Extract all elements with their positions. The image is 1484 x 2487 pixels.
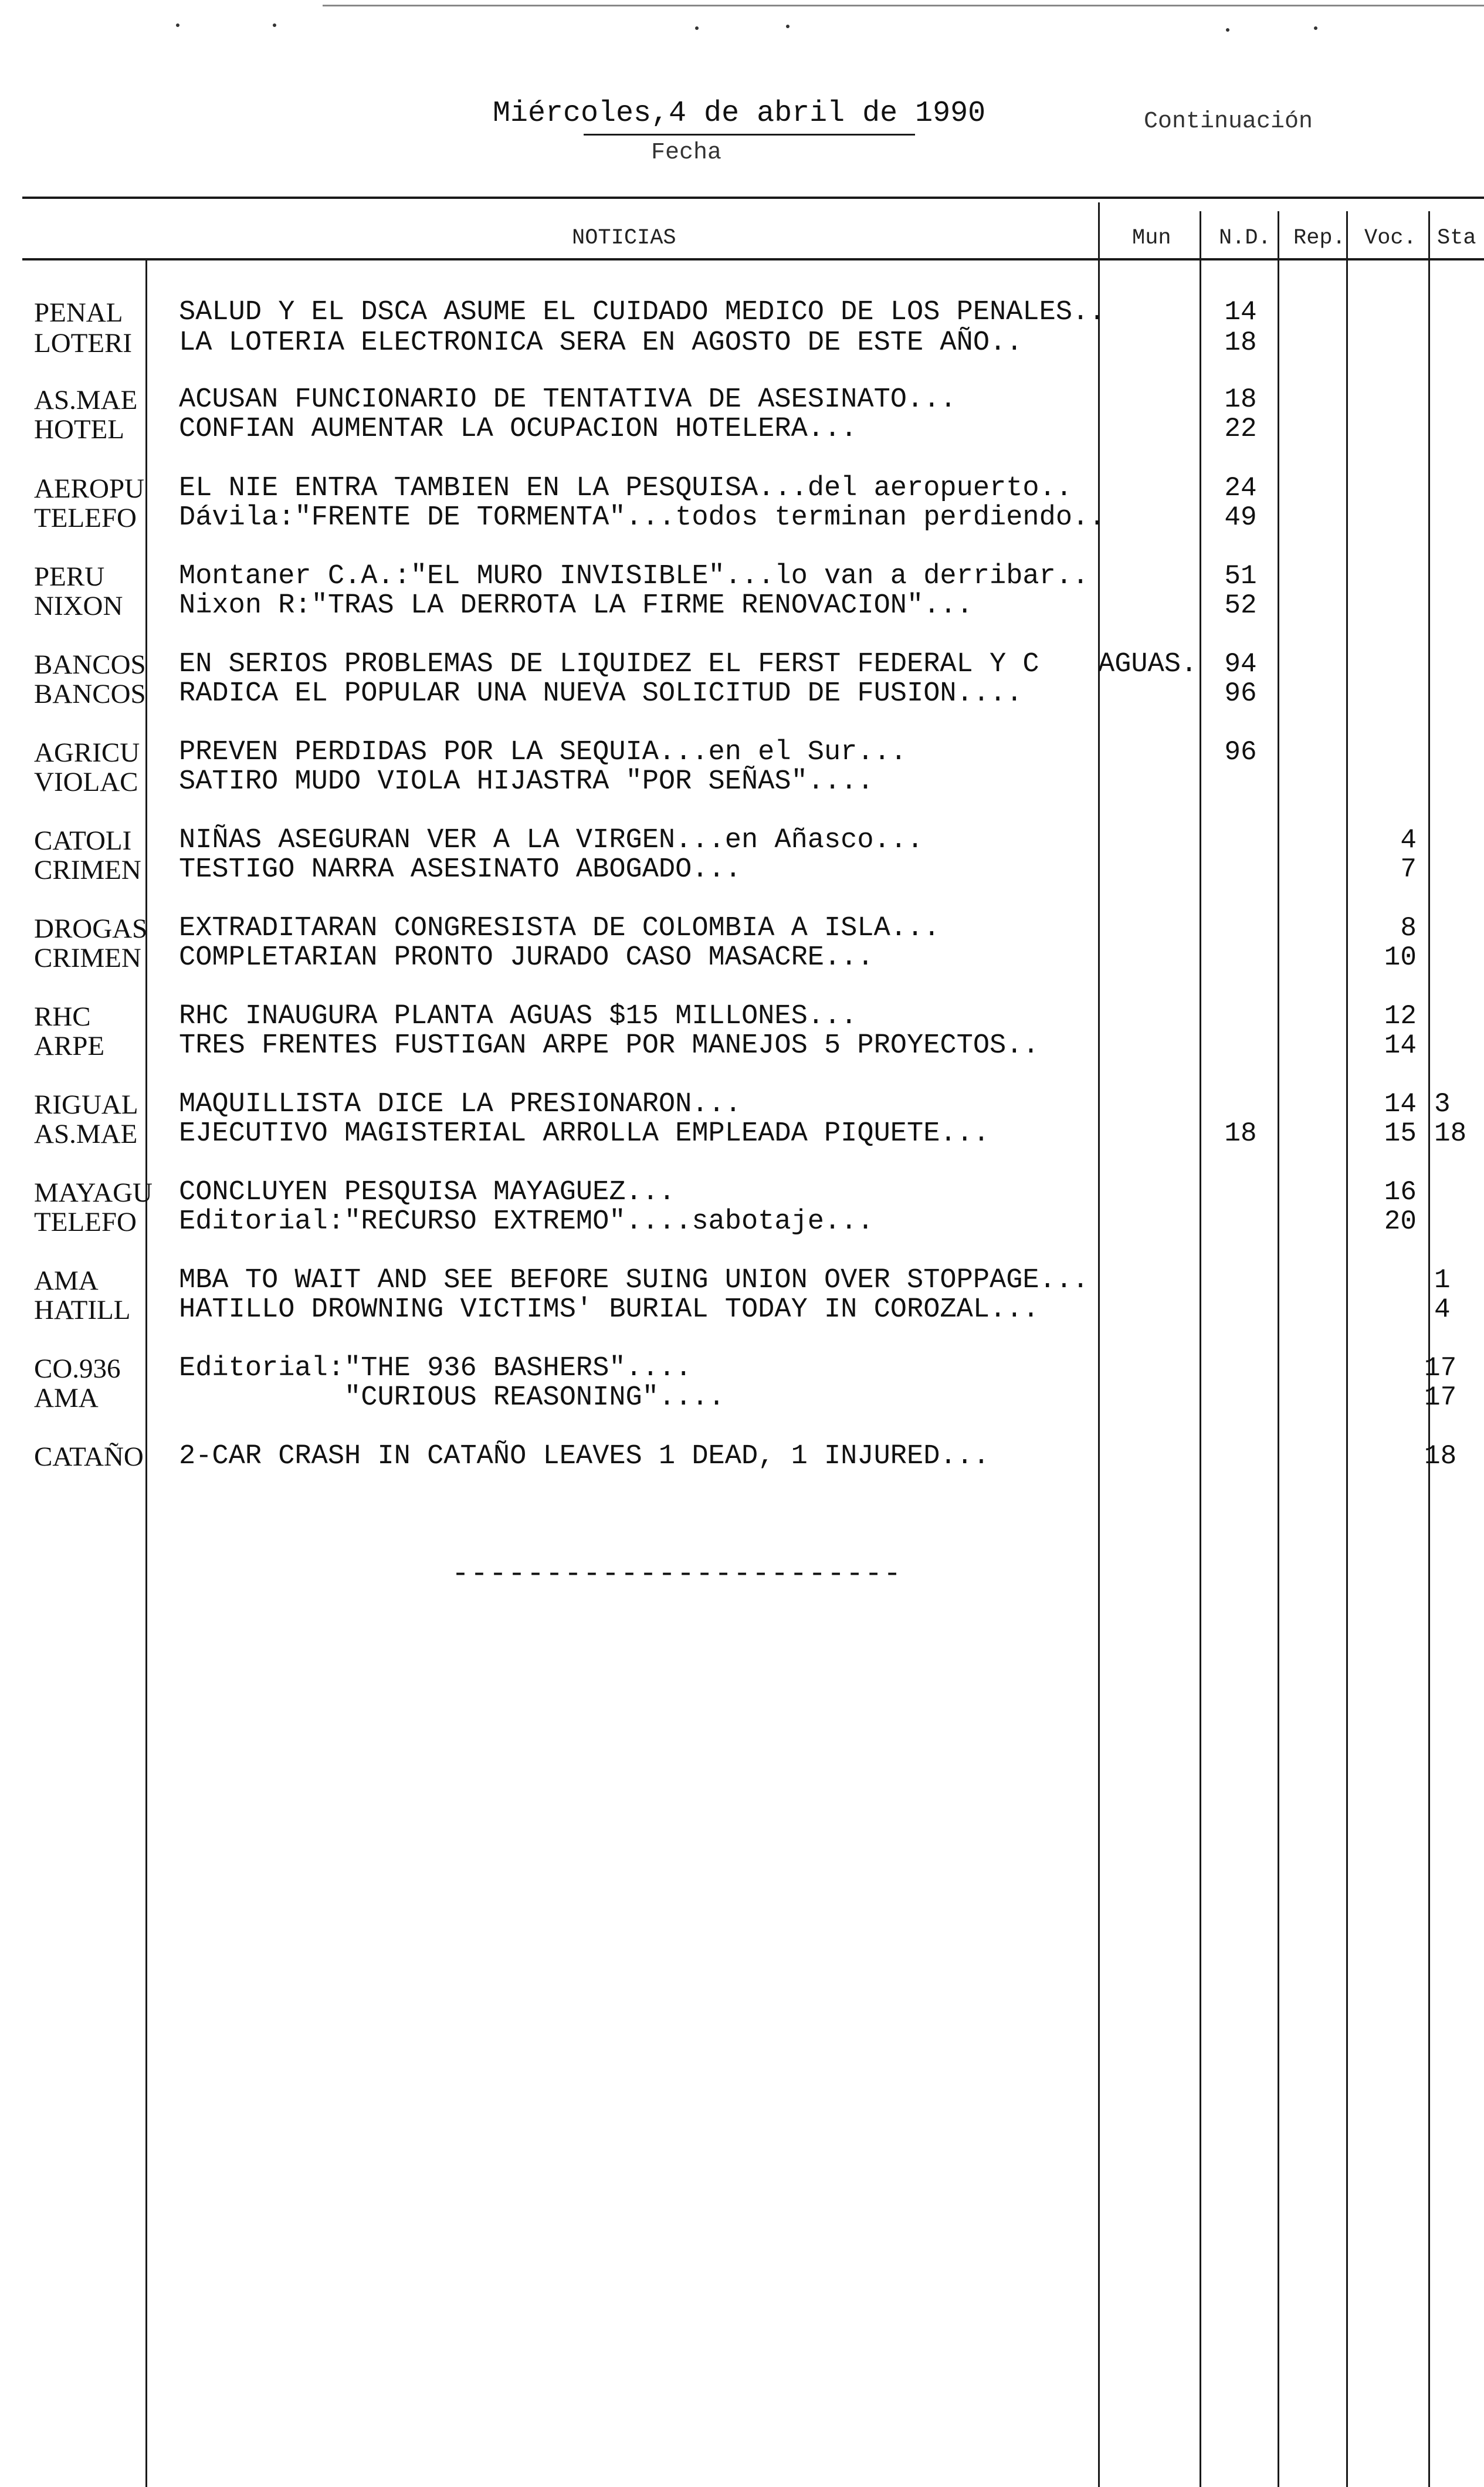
continuation-label: Continuación <box>1144 109 1313 135</box>
row-tag: RIGUAL <box>34 1089 138 1120</box>
row-sta-page: 3 <box>1434 1089 1451 1119</box>
row-headline: EN SERIOS PROBLEMAS DE LIQUIDEZ EL FERST FEDERAL Y C <box>179 649 1039 680</box>
row-headline: Editorial:"RECURSO EXTREMO"....sabotaje... <box>179 1206 874 1237</box>
row-tag: PENAL <box>34 297 123 328</box>
row-headline: MBA TO WAIT AND SEE BEFORE SUING UNION OVER STOPPAGE... <box>179 1265 1089 1296</box>
row-tag: CRIMEN <box>34 855 141 885</box>
date-underline <box>584 134 915 136</box>
nd-column-header: N.D. <box>1219 226 1271 251</box>
row-voc-page: 4 <box>1400 825 1417 855</box>
row-headline: 2-CAR CRASH IN CATAÑO LEAVES 1 DEAD, 1 INJURED... <box>179 1441 990 1472</box>
row-headline: MAQUILLISTA DICE LA PRESIONARON... <box>179 1089 741 1120</box>
row-headline: Montaner C.A.:"EL MURO INVISIBLE"...lo van a derribar.. <box>179 561 1089 592</box>
row-headline: "CURIOUS REASONING".... <box>179 1382 725 1413</box>
row-nd-page: 18 <box>1224 1118 1257 1149</box>
end-of-list-divider: ------------------------ <box>452 1558 903 1591</box>
row-sta-page: 1 <box>1434 1265 1451 1295</box>
row-nd-page: 22 <box>1224 414 1257 444</box>
row-nd-page: 96 <box>1224 737 1257 767</box>
row-nd-page: 24 <box>1224 473 1257 503</box>
row-headline: SALUD Y EL DSCA ASUME EL CUIDADO MEDICO DE LOS PENALES.. <box>179 297 1106 328</box>
nd-column-right-divider <box>1278 211 1279 2487</box>
row-sta-page: 4 <box>1434 1294 1451 1325</box>
row-tag: DROGAS <box>34 913 148 944</box>
row-nd-page: 94 <box>1224 649 1257 679</box>
row-tag: TELEFO <box>34 1207 137 1237</box>
row-nd-page: 51 <box>1224 561 1257 591</box>
row-headline: COMPLETARIAN PRONTO JURADO CASO MASACRE... <box>179 942 874 973</box>
row-headline: LA LOTERIA ELECTRONICA SERA EN AGOSTO DE ESTE AÑO.. <box>179 327 1023 358</box>
row-voc-page: 16 <box>1384 1177 1417 1207</box>
row-tag: NIXON <box>34 591 123 621</box>
tag-column-divider <box>145 258 147 2487</box>
row-tag: RHC <box>34 1001 91 1032</box>
row-headline: Editorial:"THE 936 BASHERS".... <box>179 1353 692 1384</box>
row-nd-page: 96 <box>1224 678 1257 709</box>
row-headline: RADICA EL POPULAR UNA NUEVA SOLICITUD DE FUSION.... <box>179 678 1023 709</box>
row-nd-page: 18 <box>1224 384 1257 415</box>
nd-column-left-divider <box>1200 211 1201 2487</box>
row-headline: SATIRO MUDO VIOLA HIJASTRA "POR SEÑAS".... <box>179 766 874 797</box>
voc-column-header: Voc. <box>1364 226 1417 251</box>
row-tag: AS.MAE <box>34 385 138 415</box>
row-mun-cell: AGUAS. <box>1098 649 1198 680</box>
row-headline: RHC INAUGURA PLANTA AGUAS $15 MILLONES... <box>179 1001 858 1032</box>
header-top-rule <box>22 197 1484 199</box>
row-tag: MAYAGU <box>34 1177 153 1208</box>
row-headline: HATILLO DROWNING VICTIMS' BURIAL TODAY IN COROZAL... <box>179 1294 1039 1325</box>
row-voc-page: 7 <box>1400 854 1417 885</box>
row-headline: CONFIAN AUMENTAR LA OCUPACION HOTELERA... <box>179 414 858 445</box>
row-headline: EXTRADITARAN CONGRESISTA DE COLOMBIA A ISLA... <box>179 913 940 944</box>
scan-mark <box>1314 26 1317 30</box>
row-tag: CO.936 <box>34 1354 121 1384</box>
row-headline: TESTIGO NARRA ASESINATO ABOGADO... <box>179 854 741 885</box>
row-tag: LOTERI <box>34 328 133 358</box>
row-voc-page: 15 <box>1384 1118 1417 1149</box>
row-tag: AMA <box>34 1383 99 1413</box>
row-voc-page: 12 <box>1384 1001 1417 1031</box>
header-bottom-rule <box>22 258 1484 260</box>
row-tag: HOTEL <box>34 414 125 445</box>
row-tag: TELEFO <box>34 503 137 533</box>
row-sta-page: 18 <box>1424 1441 1457 1471</box>
row-tag: AMA <box>34 1266 99 1296</box>
row-nd-page: 52 <box>1224 590 1257 621</box>
scan-mark <box>786 25 790 28</box>
row-tag: HATILL <box>34 1295 131 1325</box>
row-voc-page: 8 <box>1400 913 1417 943</box>
row-headline: NIÑAS ASEGURAN VER A LA VIRGEN...en Añasco... <box>179 825 924 856</box>
mun-column-divider <box>1098 202 1100 2487</box>
row-nd-page: 49 <box>1224 502 1257 533</box>
row-voc-page: 10 <box>1384 942 1417 973</box>
report-date: Miércoles,4 de abril de 1990 <box>493 97 986 130</box>
row-sta-page: 17 <box>1424 1353 1457 1383</box>
row-sta-page: 17 <box>1424 1382 1457 1413</box>
row-nd-page: 18 <box>1224 327 1257 358</box>
row-headline: TRES FRENTES FUSTIGAN ARPE POR MANEJOS 5 PROYECTOS.. <box>179 1030 1039 1061</box>
row-tag: AS.MAE <box>34 1119 138 1149</box>
top-edge-line <box>323 5 1484 6</box>
row-headline: PREVEN PERDIDAS POR LA SEQUIA...en el Sur... <box>179 737 907 768</box>
row-tag: BANCOS <box>34 649 146 680</box>
row-nd-page: 14 <box>1224 297 1257 327</box>
scan-mark <box>273 23 276 27</box>
row-headline: CONCLUYEN PESQUISA MAYAGUEZ... <box>179 1177 676 1208</box>
date-caption: Fecha <box>651 140 722 166</box>
row-headline: Nixon R:"TRAS LA DERROTA LA FIRME RENOVACION"... <box>179 590 973 621</box>
row-tag: BANCOS <box>34 679 146 709</box>
row-sta-page: 18 <box>1434 1118 1467 1149</box>
noticias-column-header: NOTICIAS <box>572 226 676 251</box>
row-tag: VIOLAC <box>34 767 138 797</box>
row-tag: ARPE <box>34 1031 105 1061</box>
sta-column-header: Sta <box>1437 226 1476 251</box>
row-tag: PERU <box>34 561 105 592</box>
mun-column-header: Mun <box>1132 226 1171 251</box>
row-headline: EJECUTIVO MAGISTERIAL ARROLLA EMPLEADA PIQUETE... <box>179 1118 990 1149</box>
row-tag: CATAÑO <box>34 1442 144 1472</box>
row-voc-page: 20 <box>1384 1206 1417 1237</box>
scan-mark <box>176 23 179 27</box>
row-voc-page: 14 <box>1384 1030 1417 1061</box>
row-tag: AGRICU <box>34 737 140 768</box>
scan-mark <box>695 26 699 30</box>
row-headline: ACUSAN FUNCIONARIO DE TENTATIVA DE ASESINATO... <box>179 384 957 415</box>
row-tag: CRIMEN <box>34 943 141 973</box>
row-tag: AEROPU <box>34 473 145 504</box>
scan-mark <box>1226 28 1229 32</box>
rep-column-header: Rep. <box>1293 226 1346 251</box>
row-voc-page: 14 <box>1384 1089 1417 1119</box>
row-tag: CATOLI <box>34 825 132 856</box>
row-headline: Dávila:"FRENTE DE TORMENTA"...todos terminan perdiendo.. <box>179 502 1106 533</box>
row-headline: EL NIE ENTRA TAMBIEN EN LA PESQUISA...del aeropuerto.. <box>179 473 1073 504</box>
voc-column-divider <box>1428 211 1430 2487</box>
rep-column-divider <box>1346 211 1348 2487</box>
